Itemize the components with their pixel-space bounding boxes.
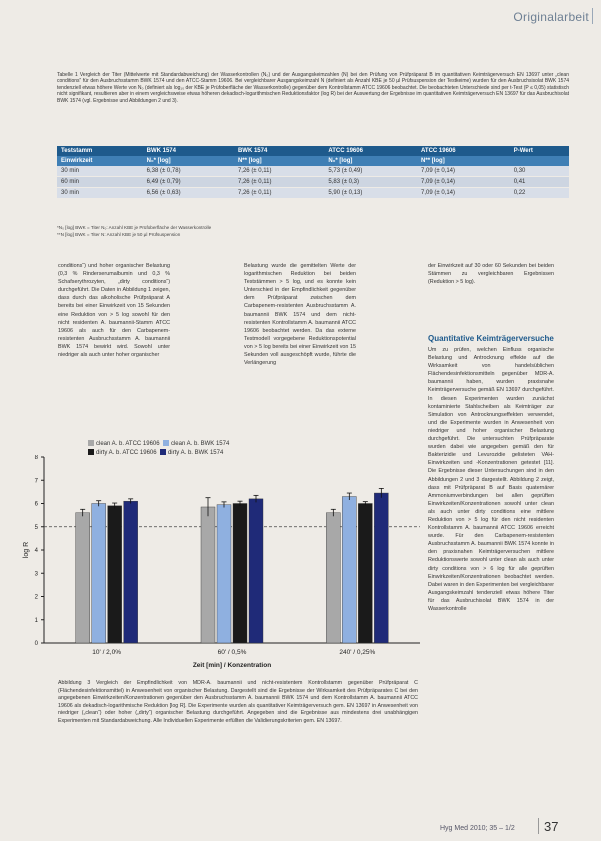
table-cell: 60 min [57,177,143,188]
data-table [57,146,569,199]
table-row [57,177,569,188]
table-cell: 7,09 (± 0,14) [417,177,510,188]
bar [374,493,388,643]
body-column-1: conditions“) und hoher organischer Belastung (0,3 % Rinderserumalbumin und 0,3 % Schafserythrozyten, „dirty conditions“) durchgeführt. Die Daten in Abbildung 1 zeigen, dass durch das alkoholische Prüfpräparat A bereits bei einer Einwirkzeit von 15 Sekunden eine Reduktion von > 5 log sowohl für den nicht residenten A. baumannii-Stamm ATCC 19606 als auch für den Carbapenem-resistenten Ausbruchsstamm A. baumannii BWK 1574 bewirkt wird. Sowohl unter niedriger als auch unter hoher organischer [58,263,170,359]
legend-item: dirty A. b. BWK 1574 [160,450,223,456]
table-subheader-row [57,156,569,166]
table-header-cell: Einwirkzeit [57,156,143,166]
x-tick-label: 10' / 2,0% [92,649,122,656]
table-cell: 7,26 (± 0,11) [234,177,324,188]
table-header-row [57,146,569,156]
y-tick-label: 2 [34,594,38,601]
body-column-3b: Um zu prüfen, welchen Einfluss organische Belastung und Antrocknung effekte auf die Wirksamkeit von handelsüblichen Flächendesinfektionsmitteln gegenüber MDR-A. baumannii haben, wurden praxisnahe Keimträgerversuche gemäß EN 13697 durchgeführt. In diesen Experimenten wurden zunächst kontaminierte Stahlscheiben als Keimträger zur Simulation von Antrocknungseffekten verwendet, und die Experimente wurden in Anwesenheit von niedriger und hoher organischer Belastung durchgeführt. Die untersuchten Prüfpräparate wurden dabei wie angegeben gemäß den für Bakterizidie und Levurozidie gelisteten VAH-Einwirkzeiten und -Konzentrationen getestet [11]. Die Ergebnisse dieser Untersuchungen sind in den Abbildungen 2 und 3 dargestellt. Abbildung 2 zeigt, dass mit Prüfpräparat B auf Basis quaternärer Ammoniumverbindungen bei allen geprüften Einwirkzeiten/Konzentrationen sowohl unter clean als auch unter dirty conditions eine mittlere Reduktion von > 5 log für den nicht residenten Kontrollstamm A. baumannii ATCC 19606 erreicht wurde. Für den Carbapenem-resistenten Ausbruchsstamm A. baumannii BWK 1574 konnte in den praxisnahen Keimträgerversuchen mittlere Reduktionswerte sowohl unter clean als auch unter dirty conditions von > 6 log für alle geprüften Einwirkzeiten/Konzentrationen beobachtet werden. Dabei waren in den Experimenten bei vergleichbarer Ausgangskeimzahl tendenziell etwas höhere Titer für das Ausbruchisolat BWK 1574 in der Wasserkontrolle [428,347,554,612]
chart-svg [20,455,422,673]
y-tick-label: 7 [34,478,38,485]
section-rubric: Originalarbeit [513,10,589,24]
y-tick-label: 4 [34,548,38,554]
table-footnote: **N [log] BWK = Titer N: Anzahl KBE je 50 µl Prüfsuspension [57,232,181,237]
table-cell: 7,09 (± 0,14) [417,188,510,199]
table-header-cell [510,156,569,166]
y-tick-label: 6 [34,501,38,508]
table-cell: 6,56 (± 0,63) [143,188,234,199]
table-row [57,166,569,177]
bar [217,505,231,643]
x-axis-label: Zeit [min] / Konzentration [192,662,272,669]
journal-footer: Hyg Med 2010; 35 – 1/2 [440,825,515,832]
legend-swatch [88,440,94,446]
table-header-cell: BWK 1574 [234,146,324,156]
y-tick-label: 3 [34,571,38,578]
table-header-cell: N** [log] [234,156,324,166]
table-cell: 5,83 (± 0,3) [324,177,417,188]
table-cell: 5,73 (± 0,49) [324,166,417,177]
bar [233,504,247,644]
y-axis-label: log R [23,541,30,559]
table-footnote: *N₀ [log] BWK = Titer N₀: Anzahl KBE je Prüfoberfläche der Wasserkontrolle [57,225,212,230]
table-header-cell: N₀* [log] [324,156,417,166]
table-cell: 0,30 [510,166,569,177]
table-cell: 6,49 (± 0,79) [143,177,234,188]
table-cell: 30 min [57,166,143,177]
body-column-2 [178,262,416,367]
table-caption: Tabelle 1 Vergleich der Titer (Mittelwerte mit Standardabweichung) der Wasserkontrollen (N₀) und der Ausgangskeimzahlen (N) bei den Prüfung von Prüfpräparat B im quantitativen Keimträgerversuch EN 13697 unter „clean conditions“ für den Ausbruchsstamm BWK 1574 und den ATCC-Stamm 19606. Bei vergleichbarer Ausgangskeimzahl N (definiert als Anzahl KBE je 50 µl Prüfsuspension der Testkeime) wurden für den Ausbruchsisolat BWK 1574 tendenziell etwas höhere Werte von N₀ (definiert als log₁₀ der KBE je Prüfoberfläche der Wasserkontrolle) gegenüber dem Kontrollstamm ATCC 19606 beobachtet. Die beobachteten Unterschiede sind per t-Test (P ≤ 0,05) statistisch nicht signifikant, resultieren aber in einem vergleichsweise etwas höheren dekadisch-logarithmischen Reduktionsfaktor (log R) bei der Auswertung der Ergebnisse im quantitativen Keimträgerversuch EN 13697 für das Ausbruchisolat BWK 1574 (vgl. Ergebnisse und Abbildungen 2 und 3). [57,72,569,104]
table-cell: 7,26 (± 0,11) [234,188,324,199]
legend-item: dirty A. b. ATCC 19606 [88,450,157,456]
table-cell: 0,41 [510,177,569,188]
table-cell: 7,26 (± 0,11) [234,166,324,177]
table-cell: 5,90 (± 0,13) [324,188,417,199]
y-tick-label: 5 [34,524,38,531]
table-cell: 7,09 (± 0,14) [417,166,510,177]
table-header-cell: ATCC 19606 [324,146,417,156]
bar [124,501,138,643]
x-tick-label: 60' / 0,5% [217,649,247,656]
rubric-divider [592,8,593,24]
y-tick-label: 8 [34,455,38,461]
section-heading: Quantitative Keimträgerversuche [428,334,554,343]
table-header-cell: Teststamm [57,146,143,156]
bar [249,499,263,643]
table-header-cell: ATCC 19606 [417,146,510,156]
body-column-2-text: Belastung wurde die gemittelten Werte der logarithmischen Reduktion bei beiden Teststämmen > 5 log, und es konnte kein Unterschied in der Empfindlichkeit gegenüber dem Prüfpräparat zwischen dem Carbapenem-resistenten Ausbruchsstamm A. baumannii BWK 1574 und dem nicht-resistenten Kontrollstamm A. baumannii ATCC 19606 beobachtet werden. Da das externe Testmodell vorgegebene Reduktionspotential von > 5 log bereits bei einer Einwirkzeit von 15 Sekunden voll ausgeschöpft wurde, führte die Verlängerung [244,263,356,367]
page-number-divider [538,818,539,834]
table-header-cell: N** [log] [417,156,510,166]
bar [342,497,356,643]
body-column-3a: der Einwirkzeit auf 30 oder 60 Sekunden bei beiden Stämmen zu vergleichbaren Ergebnissen (Reduktion > 5 log). [428,263,554,286]
bar [358,504,372,644]
table-header-cell: BWK 1574 [143,146,234,156]
bar [92,504,106,644]
legend-item: clean A. b. BWK 1574 [163,441,229,447]
table-cell: 6,38 (± 0,78) [143,166,234,177]
bar [201,507,215,643]
table-header-cell: P-Wert [510,146,569,156]
bar [326,513,340,643]
bar-chart [20,455,422,673]
bar [76,513,90,643]
legend-swatch [163,440,169,446]
page-number: 37 [544,819,559,834]
table-cell: 0,22 [510,188,569,199]
x-tick-label: 240' / 0,25% [339,649,376,656]
table-cell: 30 min [57,188,143,199]
table-row [57,188,569,199]
legend-item: clean A. b. ATCC 19606 [88,441,160,447]
table-header-cell: N₀* [log] [143,156,234,166]
figure-caption: Abbildung 3 Vergleich der Empfindlichkeit von MDR-A. baumannii und nicht-resistentem Kontrollstamm gegenüber Prüfpräparat C (Flächendesinfektionsmittel) in Anwesenheit von organischer Belastung. Dargestellt sind die Ergebnisse der Wirksamkeit des Prüfpräparates C bei den angegebenen Einwirkzeiten/Konzentrationen gegenüber den Ausbruchsstamm A. baumannii BWK 1574 und dem Kontrollstamm A. baumannii ATCC 19606 als dekadisch-logarithmische Reduktion [log R]. Die Experimente wurden als quantitativer Keimträgerversuch gem. EN 13697 in Anwesenheit von niedriger („clean“) oder hoher („dirty“) organischer Belastung durchgeführt. Angegeben sind die Ergebnisse aus mindestens drei unabhängigen Experimenten mit Standardabweichung. Alle Individuellen Experimente erfüllten die Validierungskriterien gem. EN 13697. [58,680,418,724]
y-tick-label: 0 [34,641,38,647]
bar [108,506,122,643]
y-tick-label: 1 [34,617,38,624]
